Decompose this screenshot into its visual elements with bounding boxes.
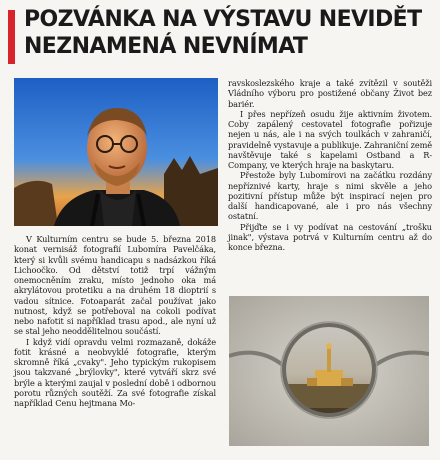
article-column-right	[228, 78, 432, 252]
headline-line-1: POZVÁNKA NA VÝSTAVU NEVIDĚT	[24, 7, 422, 32]
headline-accent-bar	[8, 10, 15, 64]
headline-line-2: NEZNAMENÁ NEVNÍMAT	[24, 34, 308, 59]
paragraph: Přestože byly Lubomírovi na začátku rozdány nepříznivé karty, hraje s nimi skvěle a jeho pozitivní přístup může být inspirací nejen pro další handicapované, ale i pro nás všechny ostatní.	[228, 170, 432, 222]
paragraph: Přijďte se i vy podívat na cestování „trošku jinak", výstava potrvá v Kulturním centru až do konce března.	[228, 221, 432, 252]
glasses-photo	[229, 296, 429, 446]
article-column-left	[14, 234, 216, 408]
headline	[24, 6, 436, 60]
paragraph: I přes nepřízeň osudu žije aktivním životem. Coby zapálený cestovatel fotografie pořizuje nejen u nás, ale i na svých toulkách v zahraničí, pravidelně vystavuje a publikuje. Zahraniční země navštěvuje také s kapelami Ostband a R-Company, ve kterých hraje na baskytaru.	[228, 108, 432, 170]
paragraph: V Kulturním centru se bude 5. března 2018 konat vernisáž fotografií Lubomíra Pavelčáka, který si kvůli svému handicapu s nadsázkou říká Lichoočko. Od dětství totiž trpí vážným onemocněním zraku, místo jednoho oka má akrylátovou protetiku a na druhém 18 dioptrií s vadou sítnice. Fotoaparát začal používat jako nutnost, když se potřeboval na cokoli podívat nebo nafotit si například trasu apod., ale nyní už se stal jeho neoddělitelnou součástí.	[14, 234, 216, 337]
paragraph: ravskoslezského kraje a také zvítězil v soutěži Vládního výboru pro postižené občany Život bez bariér.	[228, 78, 432, 109]
paragraph: I když vidí opravdu velmi rozmazaně, dokáže fotit krásné a neobvyklé fotografie, kterým skromně říká „cvaky". Jeho typickým rukopisem jsou takzvané „brýlovky", které vytváří skrz své brýle a kterými zaujal v poslední době i odbornou porotu různých soutěží. Za své fotografie získal například Cenu hejtmana Mo-	[14, 336, 216, 408]
portrait-photo	[14, 78, 218, 226]
